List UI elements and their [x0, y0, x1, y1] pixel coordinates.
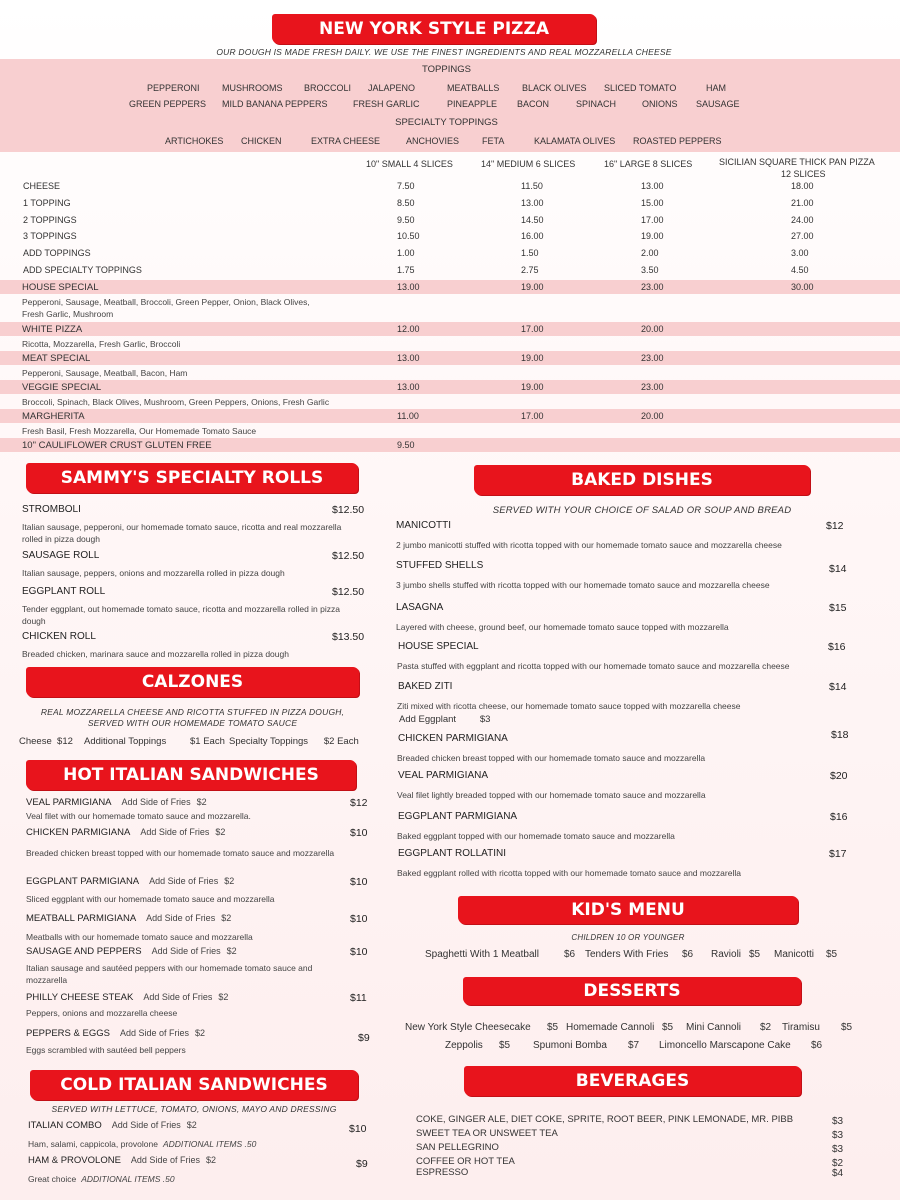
col-header-sicilian-slices: 12 SLICES [781, 169, 826, 179]
dessert-price: $5 [547, 1022, 559, 1033]
baked-dish-price: $12 [826, 520, 844, 532]
baked-dish-price: $18 [831, 729, 849, 741]
baked-dishes-subtitle: SERVED WITH YOUR CHOICE OF SALAD OR SOUP AND BREAD [492, 505, 792, 516]
hot-sandwich-name: PEPPERS & EGGS [26, 1028, 110, 1039]
pizza-row [0, 248, 900, 262]
pizza-special-row [0, 322, 900, 336]
pizza-price: 16.00 [521, 231, 544, 242]
side-of-fries-label: Add Side of Fries [121, 797, 191, 807]
dessert-name: Homemade Cannoli [566, 1022, 655, 1033]
specialty-topping-item: KALAMATA OLIVES [534, 136, 616, 146]
dessert-price: $6 [811, 1040, 823, 1051]
baked-dish-price: $16 [830, 811, 848, 823]
dessert-name: Zeppolis [445, 1040, 483, 1051]
pizza-price: 19.00 [521, 282, 544, 292]
dessert-price: $5 [499, 1040, 511, 1051]
side-of-fries [146, 913, 231, 923]
pizza-price: 4.50 [791, 265, 809, 275]
baked-dish-name: MANICOTTI [396, 520, 451, 531]
pizza-price: 1.00 [397, 248, 415, 259]
pizza-special-row [0, 438, 900, 452]
pizza-size-name: 3 TOPPINGS [23, 231, 77, 242]
kids-menu-title-banner: KID'S MENU [458, 896, 798, 924]
pizza-size-name: 1 TOPPING [23, 197, 71, 208]
baked-dish-desc: Ziti mixed with ricotta cheese, our homemade tomato sauce topped with mozzarella cheese [397, 701, 741, 711]
hot-sandwich-name-line [26, 876, 234, 887]
side-of-fries-price: $2 [218, 992, 229, 1002]
pizza-price: 9.50 [397, 440, 415, 450]
pizza-price: 7.50 [397, 181, 415, 191]
beverage-name: ESPRESSO [416, 1167, 469, 1178]
hot-sandwich-desc: Italian sausage and sautéed peppers with our homemade tomato sauce and mozzarella [26, 963, 313, 985]
side-of-fries-price: $2 [224, 876, 235, 886]
pizza-row [0, 198, 900, 212]
baked-dish-desc: Pasta stuffed with eggplant and ricotta topped with our homemade tomato sauce and mozzarella cheese [397, 661, 790, 671]
roll-price: $12.50 [332, 550, 365, 562]
hot-sandwich-price: $10 [350, 913, 368, 925]
baked-dish-desc: 2 jumbo manicotti stuffed with ricotta topped with our homemade tomato sauce and mozzarella cheese [396, 540, 782, 550]
toppings-header: TOPPINGS [422, 64, 471, 75]
baked-dish-name: HOUSE SPECIAL [398, 641, 479, 652]
kids-item-price: $5 [749, 949, 761, 960]
hot-sandwich-price: $10 [350, 827, 368, 839]
pizza-price: 19.00 [521, 382, 544, 392]
side-of-fries [149, 876, 234, 886]
pizza-price: 15.00 [641, 197, 664, 208]
baked-dish-name: CHICKEN PARMIGIANA [398, 733, 508, 744]
hot-sandwiches-title-banner: HOT ITALIAN SANDWICHES [26, 760, 356, 790]
pizza-price: 17.00 [641, 214, 664, 225]
pizza-price: 13.00 [641, 181, 664, 191]
calzones-subtitle-1: REAL MOZZARELLA CHEESE AND RICOTTA STUFFED IN PIZZA DOUGH, [40, 707, 345, 717]
pizza-price: 13.00 [397, 382, 420, 392]
baked-dish-price: $16 [828, 641, 846, 653]
hot-sandwich-price: $11 [350, 992, 367, 1004]
cold-sandwich-name-line [28, 1155, 216, 1166]
kids-item-name: Spaghetti With 1 Meatball [425, 949, 539, 960]
roll-price: $13.50 [332, 631, 365, 643]
roll-desc: Italian sausage, pepperoni, our homemade tomato sauce, ricotta and real mozzarella rolled in pizza dough [22, 522, 342, 544]
baked-dish-name: VEAL PARMIGIANA [398, 770, 489, 781]
roll-name: EGGPLANT ROLL [22, 586, 106, 597]
beverage-price: $3 [832, 1116, 844, 1127]
beverage-name: SWEET TEA OR UNSWEET TEA [416, 1128, 558, 1139]
roll-name: CHICKEN ROLL [22, 631, 96, 642]
calzone-option-specialty [229, 736, 359, 747]
side-of-fries [112, 1120, 197, 1130]
pizza-price: 24.00 [791, 214, 814, 225]
dessert-name: Tiramisu [782, 1022, 820, 1033]
hot-sandwich-price: $9 [358, 1032, 370, 1044]
dessert-name: Mini Cannoli [686, 1022, 742, 1033]
pizza-special-name: 10" CAULIFLOWER CRUST GLUTEN FREE [22, 440, 212, 451]
side-of-fries-label: Add Side of Fries [119, 1028, 189, 1038]
side-of-fries [122, 797, 207, 807]
calzones-subtitle-2: SERVED WITH OUR HOMEMADE TOMATO SAUCE [87, 718, 298, 728]
baked-dish-desc: Layered with cheese, ground beef, our homemade tomato sauce topped with mozzarella [396, 622, 729, 632]
side-of-fries-label: Add Side of Fries [111, 1120, 181, 1130]
kids-item-name: Manicotti [774, 949, 815, 960]
dessert-name: New York Style Cheesecake [405, 1022, 531, 1033]
baked-dish-name: EGGPLANT PARMIGIANA [398, 811, 518, 822]
pizza-price: 3.50 [641, 265, 659, 275]
hot-sandwich-name: EGGPLANT PARMIGIANA [26, 876, 140, 887]
pizza-special-row [0, 351, 900, 365]
roll-desc: Italian sausage, peppers, onions and mozzarella rolled in pizza dough [22, 568, 285, 578]
col-header-large: 16" LARGE 8 SLICES [604, 159, 693, 169]
pizza-price: 23.00 [641, 382, 664, 392]
specialty-topping-item: ANCHOVIES [406, 136, 460, 146]
pizza-price: 2.00 [641, 248, 659, 259]
pizza-price: 17.00 [521, 411, 544, 421]
topping-item: SLICED TOMATO [604, 83, 677, 93]
pizza-title-banner: NEW YORK STYLE PIZZA [272, 14, 596, 44]
pizza-special-desc: Pepperoni, Sausage, Meatball, Bacon, Ham [22, 368, 188, 378]
pizza-special-desc: Fresh Basil, Fresh Mozzarella, Our Homemade Tomato Sauce [22, 426, 257, 436]
side-of-fries [140, 827, 225, 837]
hot-sandwich-name-line [26, 827, 225, 838]
pizza-special-desc: Fresh Garlic, Mushroom [22, 309, 114, 319]
pizza-special-row [0, 409, 900, 423]
option-name: Additional Toppings [84, 736, 167, 747]
pizza-price: 10.50 [397, 231, 420, 242]
pizza-special-desc: Ricotta, Mozzarella, Fresh Garlic, Broccoli [22, 339, 181, 349]
topping-item: BROCCOLI [304, 83, 352, 93]
calzone-option-additional [84, 736, 225, 747]
specialty-topping-item: ROASTED PEPPERS [633, 136, 722, 146]
pizza-price: 21.00 [791, 197, 814, 208]
specialty-topping-item: EXTRA CHEESE [311, 136, 381, 146]
pizza-price: 12.00 [397, 324, 420, 334]
baked-dish-desc: Baked eggplant rolled with ricotta topped with our homemade tomato sauce and mozzarella [397, 868, 741, 878]
topping-item: BLACK OLIVES [522, 83, 587, 93]
baked-dish-price: $17 [829, 848, 847, 860]
baked-dish-name: BAKED ZITI [398, 681, 453, 692]
hot-sandwich-name-line [26, 913, 231, 924]
pizza-price: 17.00 [521, 324, 544, 334]
pizza-row [0, 181, 900, 195]
col-header-medium: 14" MEDIUM 6 SLICES [481, 159, 576, 169]
topping-item: MUSHROOMS [222, 83, 283, 93]
hot-sandwich-name-line [26, 797, 207, 808]
cold-sandwich-name-line [28, 1120, 197, 1131]
pizza-row [0, 265, 900, 279]
roll-name: STROMBOLI [22, 504, 81, 515]
specialty-toppings-header: SPECIALTY TOPPINGS [395, 117, 498, 128]
side-of-fries [131, 1155, 216, 1165]
baked-dish-price: $14 [829, 563, 847, 575]
pizza-size-name: ADD TOPPINGS [23, 248, 91, 259]
kids-item-name: Tenders With Fries [585, 949, 669, 960]
pizza-special-name: WHITE PIZZA [22, 324, 83, 335]
pizza-price: 23.00 [641, 282, 664, 292]
cold-sandwich-price: $10 [349, 1123, 367, 1135]
dessert-price: $5 [841, 1022, 853, 1033]
hot-sandwich-price: $10 [350, 946, 368, 958]
hot-sandwich-desc: Veal filet with our homemade tomato sauce and mozzarella. [26, 811, 251, 821]
topping-item: GREEN PEPPERS [129, 99, 207, 109]
pizza-row [0, 231, 900, 245]
side-of-fries [143, 992, 228, 1002]
cold-sandwich-desc-line [28, 1138, 256, 1150]
pizza-special-name: MEAT SPECIAL [22, 353, 91, 364]
baked-dish-desc: 3 jumbo shells stuffed with ricotta topped with our homemade tomato sauce and mozzarella cheese [396, 580, 770, 590]
pizza-price: 18.00 [791, 181, 814, 191]
pizza-price: 11.00 [397, 411, 419, 421]
pizza-special-desc: Pepperoni, Sausage, Meatball, Broccoli, Green Pepper, Onion, Black Olives, [22, 297, 310, 307]
pizza-price: 20.00 [641, 411, 664, 421]
cold-sandwich-desc-line [28, 1173, 175, 1185]
baked-dish-name: STUFFED SHELLS [396, 560, 484, 571]
hot-sandwich-name: CHICKEN PARMIGIANA [26, 827, 131, 838]
topping-item: MILD BANANA PEPPERS [222, 99, 328, 109]
pizza-row [0, 215, 900, 229]
pizza-price: 23.00 [641, 353, 664, 363]
hot-sandwich-name: VEAL PARMIGIANA [26, 797, 112, 808]
beverage-name: SAN PELLEGRINO [416, 1142, 499, 1153]
hot-sandwich-name: MEATBALL PARMIGIANA [26, 913, 137, 924]
pizza-price: 20.00 [641, 324, 664, 334]
pizza-subtitle: OUR DOUGH IS MADE FRESH DAILY. WE USE THE FINEST INGREDIENTS AND REAL MOZZARELLA CHEESE [216, 47, 672, 57]
hot-sandwich-price: $10 [350, 876, 368, 888]
baked-dish-desc: Baked eggplant topped with our homemade tomato sauce and mozzarella [397, 831, 675, 841]
pizza-size-name: ADD SPECIALTY TOPPINGS [23, 265, 142, 275]
baked-dishes-title-banner: BAKED DISHES [474, 465, 810, 495]
topping-item: MEATBALLS [447, 83, 500, 93]
calzones-title-banner: CALZONES [26, 667, 359, 697]
roll-name: SAUSAGE ROLL [22, 550, 100, 561]
cold-sandwiches-title-banner: COLD ITALIAN SANDWICHES [30, 1070, 358, 1100]
beverage-price: $3 [832, 1130, 844, 1141]
cold-sandwich-name: HAM & PROVOLONE [28, 1155, 121, 1166]
col-header-small: 10" SMALL 4 SLICES [366, 159, 453, 169]
pizza-price: 13.00 [397, 353, 420, 363]
beverage-price: $2 [832, 1158, 844, 1169]
hot-sandwich-name: SAUSAGE AND PEPPERS [26, 946, 142, 957]
topping-item: JALAPENO [368, 83, 416, 93]
kids-item-price: $6 [682, 949, 694, 960]
additional-items-note: ADDITIONAL ITEMS .50 [162, 1139, 257, 1149]
cold-sandwich-name: ITALIAN COMBO [28, 1120, 102, 1131]
calzone-option-cheese [19, 736, 73, 747]
pizza-special-desc: Broccoli, Spinach, Black Olives, Mushroom, Green Peppers, Onions, Fresh Garlic [22, 397, 330, 407]
pizza-special-name: VEGGIE SPECIAL [22, 382, 102, 393]
pizza-special-row [0, 280, 900, 294]
baked-dish-desc: Breaded chicken breast topped with our homemade tomato sauce and mozzarella [397, 753, 706, 763]
topping-item: PINEAPPLE [447, 99, 498, 109]
cold-sandwich-desc: Ham, salami, cappicola, provolone [28, 1139, 158, 1149]
option-price: $2 Each [323, 736, 359, 747]
hot-sandwich-desc: Meatballs with our homemade tomato sauce and mozzarella [26, 932, 253, 942]
topping-item: FRESH GARLIC [353, 99, 420, 109]
pizza-special-name: MARGHERITA [22, 411, 85, 422]
pizza-price: 19.00 [641, 231, 664, 242]
col-header-sicilian: SICILIAN SQUARE THICK PAN PIZZA [719, 157, 875, 167]
pizza-price: 1.75 [397, 265, 415, 275]
side-of-fries-price: $2 [186, 1120, 197, 1130]
dessert-name: Limoncello Marscapone Cake [659, 1040, 791, 1051]
side-of-fries-label: Add Side of Fries [151, 946, 221, 956]
addon-name: Add Eggplant [399, 714, 457, 725]
topping-item: HAM [706, 83, 726, 93]
topping-item: SAUSAGE [696, 99, 740, 109]
desserts-title-banner: DESSERTS [463, 977, 801, 1005]
option-name: Cheese [19, 736, 52, 747]
baked-dish-price: $20 [830, 770, 848, 782]
specialty-topping-item: CHICKEN [241, 136, 282, 146]
hot-sandwich-desc: Eggs scrambled with sautéed bell peppers [26, 1045, 186, 1055]
option-name: Specialty Toppings [229, 736, 309, 747]
pizza-price: 19.00 [521, 353, 544, 363]
pizza-size-name: CHEESE [23, 181, 61, 191]
hot-sandwich-name-line [26, 946, 237, 957]
hot-sandwich-desc: Peppers, onions and mozzarella cheese [26, 1008, 178, 1018]
beverage-name: COFFEE OR HOT TEA [416, 1156, 515, 1167]
specialty-topping-item: FETA [482, 136, 505, 146]
roll-desc: Tender eggplant, out homemade tomato sauce, ricotta and mozzarella rolled in pizza dough [22, 604, 340, 626]
pizza-price: 27.00 [791, 231, 814, 242]
side-of-fries-price: $2 [196, 797, 207, 807]
pizza-price: 2.75 [521, 265, 539, 275]
side-of-fries-label: Add Side of Fries [140, 827, 210, 837]
pizza-size-name: 2 TOPPINGS [23, 214, 77, 225]
hot-sandwich-name: PHILLY CHEESE STEAK [26, 992, 134, 1003]
baked-dish-name: EGGPLANT ROLLATINI [398, 848, 506, 859]
roll-desc: Breaded chicken, marinara sauce and mozzarella rolled in pizza dough [22, 649, 289, 659]
beverage-price: $3 [832, 1144, 844, 1155]
baked-dish-price: $15 [829, 602, 847, 614]
side-of-fries-price: $2 [221, 913, 232, 923]
pizza-price: 8.50 [397, 197, 415, 208]
kids-item-price: $5 [826, 949, 838, 960]
pizza-price: 3.00 [791, 248, 809, 259]
topping-item: PEPPERONI [147, 83, 200, 93]
hot-sandwich-name-line [26, 1028, 205, 1039]
baked-ziti-addon [399, 714, 490, 725]
dessert-price: $7 [628, 1040, 640, 1051]
pizza-price: 13.00 [521, 197, 544, 208]
rolls-title-banner: SAMMY'S SPECIALTY ROLLS [26, 463, 358, 493]
pizza-special-name: HOUSE SPECIAL [22, 282, 99, 293]
side-of-fries [152, 946, 237, 956]
pizza-price: 30.00 [791, 282, 814, 292]
addon-price: $3 [479, 714, 491, 725]
pizza-price: 1.50 [521, 248, 539, 259]
dessert-price: $5 [662, 1022, 674, 1033]
pizza-special-row [0, 380, 900, 394]
pizza-price: 13.00 [397, 282, 420, 292]
side-of-fries-price: $2 [205, 1155, 216, 1165]
hot-sandwich-desc: Breaded chicken breast topped with our homemade tomato sauce and mozzarella [26, 848, 335, 858]
side-of-fries-label: Add Side of Fries [149, 876, 219, 886]
pizza-price: 14.50 [521, 214, 544, 225]
option-price: $1 Each [190, 736, 225, 747]
cold-sandwich-price: $9 [356, 1158, 368, 1170]
option-price: $12 [57, 736, 73, 747]
hot-sandwich-desc: Sliced eggplant with our homemade tomato sauce and mozzarella [26, 894, 275, 904]
specialty-topping-item: ARTICHOKES [165, 136, 224, 146]
side-of-fries [120, 1028, 205, 1038]
beverages-title-banner: BEVERAGES [464, 1066, 801, 1096]
baked-dish-name: LASAGNA [396, 602, 444, 613]
topping-item: ONIONS [642, 99, 678, 109]
kids-menu-subtitle: CHILDREN 10 OR YOUNGER [571, 933, 685, 942]
side-of-fries-label: Add Side of Fries [143, 992, 213, 1002]
topping-item: BACON [517, 99, 550, 109]
beverage-name: COKE, GINGER ALE, DIET COKE, SPRITE, ROOT BEER, PINK LEMONADE, MR. PIBB [416, 1114, 794, 1125]
side-of-fries-label: Add Side of Fries [146, 913, 216, 923]
pizza-price: 9.50 [397, 214, 415, 225]
kids-item-price: $6 [564, 949, 576, 960]
cold-sandwich-desc: Great choice [28, 1174, 77, 1184]
hot-sandwich-name-line [26, 992, 228, 1003]
roll-price: $12.50 [332, 586, 365, 598]
dessert-price: $2 [760, 1022, 772, 1033]
side-of-fries-price: $2 [226, 946, 237, 956]
pizza-price: 11.50 [521, 181, 543, 191]
baked-dish-price: $14 [829, 681, 847, 693]
side-of-fries-price: $2 [215, 827, 226, 837]
hot-sandwich-price: $12 [350, 797, 368, 809]
side-of-fries-price: $2 [195, 1028, 206, 1038]
additional-items-note: ADDITIONAL ITEMS .50 [81, 1174, 175, 1184]
side-of-fries-label: Add Side of Fries [130, 1155, 200, 1165]
baked-dish-desc: Veal filet lightly breaded topped with our homemade tomato sauce and mozzarella [397, 790, 706, 800]
kids-item-name: Ravioli [711, 949, 742, 960]
topping-item: SPINACH [576, 99, 617, 109]
cold-sandwiches-subtitle: SERVED WITH LETTUCE, TOMATO, ONIONS, MAYO AND DRESSING [51, 1104, 337, 1114]
roll-price: $12.50 [332, 504, 365, 516]
dessert-name: Spumoni Bomba [533, 1040, 607, 1051]
beverage-price: $4 [832, 1168, 844, 1179]
